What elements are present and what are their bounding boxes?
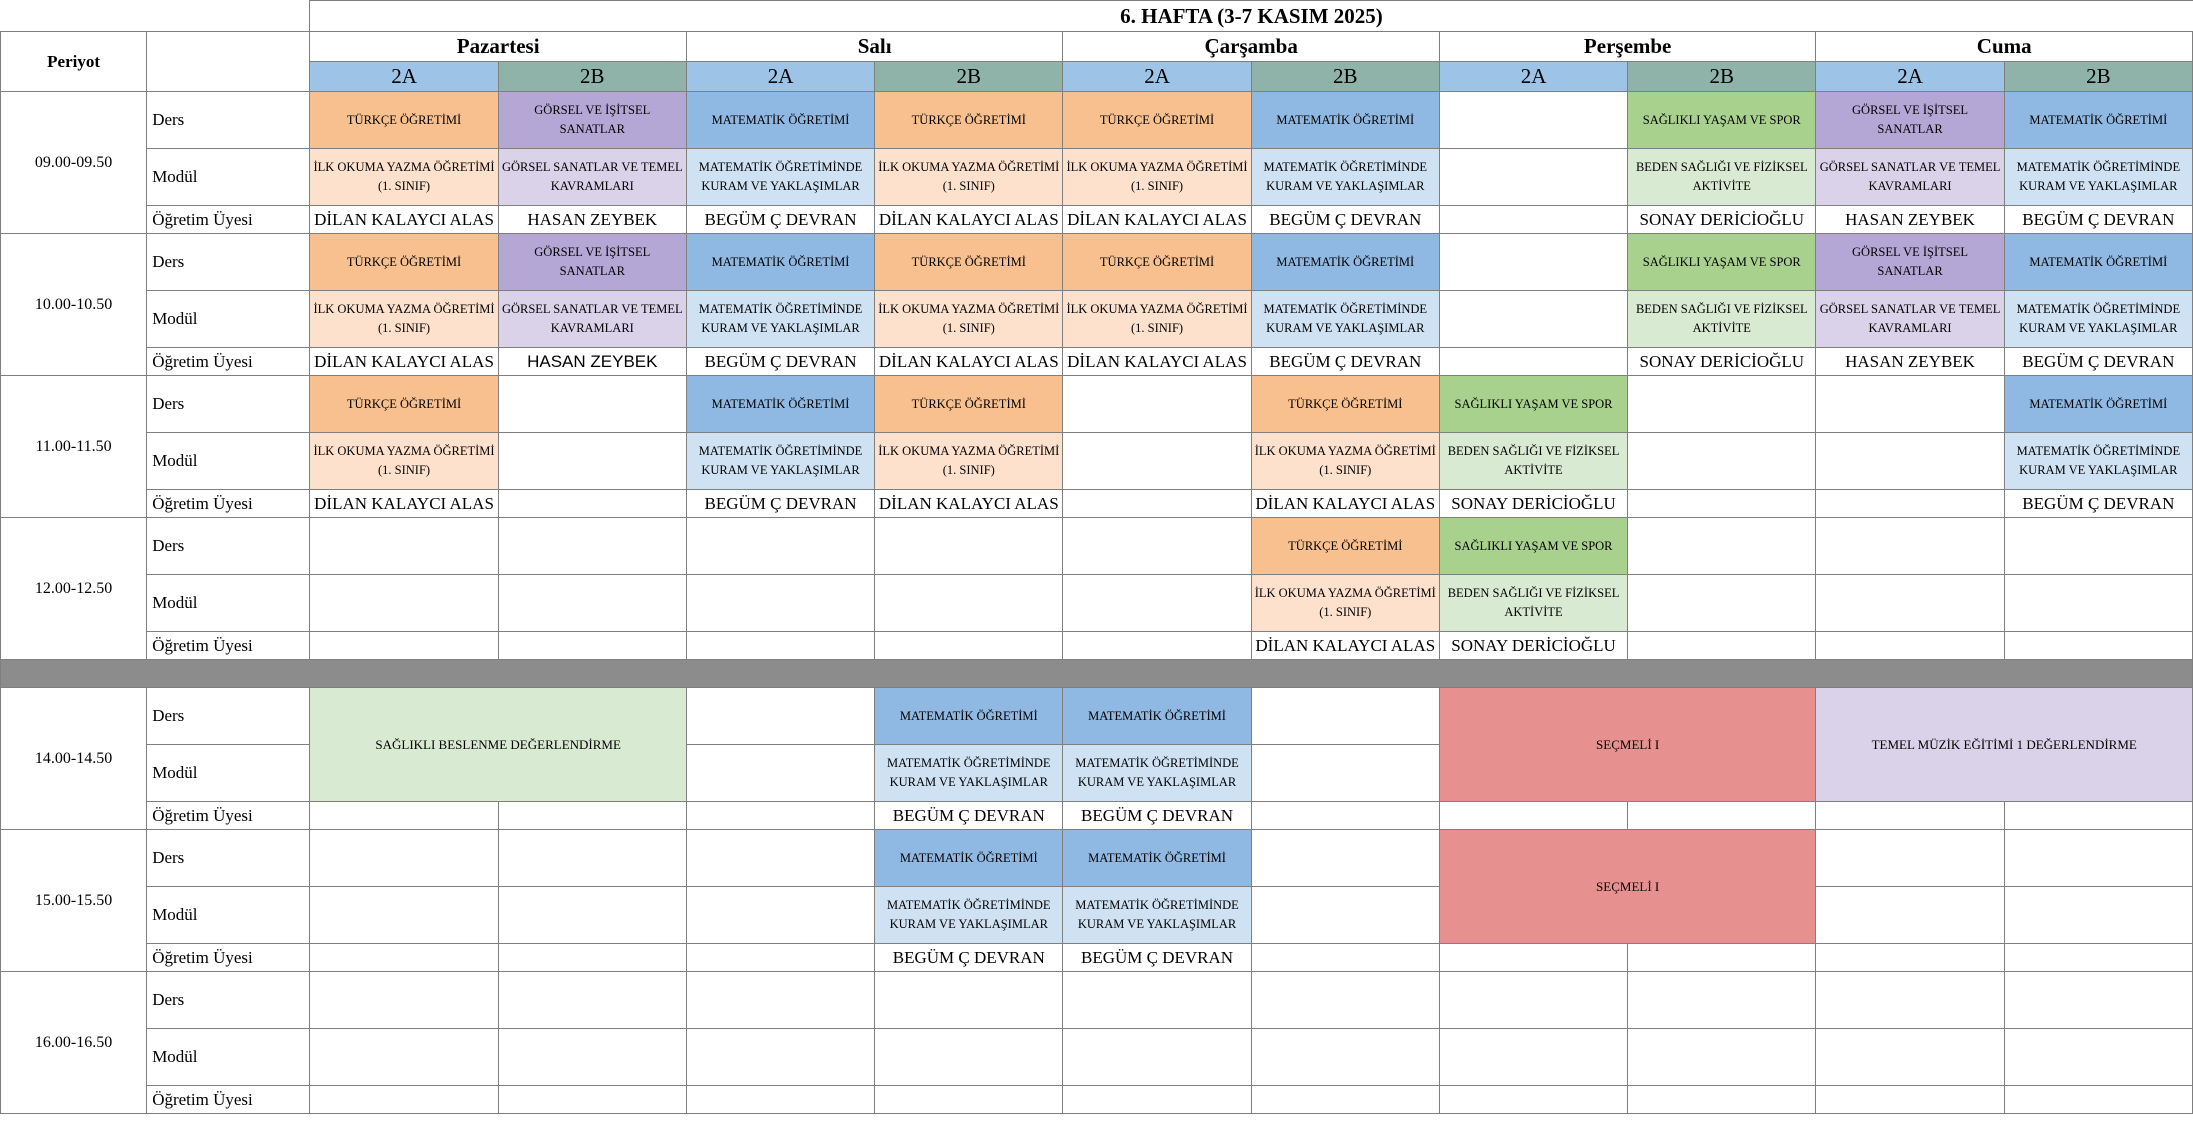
- row-label-ders: Ders: [147, 688, 310, 745]
- module-cell: İLK OKUMA YAZMA ÖĞRETİMİ (1. SINIF): [1063, 291, 1251, 348]
- secmeli-cell: SEÇMELİ I: [1439, 688, 1816, 802]
- empty-cell: [686, 518, 874, 575]
- empty-cell: [875, 518, 1063, 575]
- empty-cell: [2004, 887, 2192, 944]
- empty-cell: [1816, 575, 2004, 632]
- teacher-cell: HASAN ZEYBEK: [498, 348, 686, 376]
- module-cell: MATEMATİK ÖĞRETİMİNDE KURAM VE YAKLAŞIMLAR: [1251, 291, 1439, 348]
- empty-cell: [2004, 632, 2192, 660]
- empty-cell: [686, 887, 874, 944]
- beslenme-evaluation-cell: SAĞLIKLI BESLENME DEĞERLENDİRME: [310, 688, 687, 802]
- group-2b: 2B: [875, 62, 1063, 92]
- teacher-cell: DİLAN KALAYCI ALAS: [310, 206, 498, 234]
- row-label-modul: Modül: [147, 433, 310, 490]
- empty-cell: [310, 887, 498, 944]
- teacher-cell: DİLAN KALAYCI ALAS: [1251, 632, 1439, 660]
- empty-cell: [686, 575, 874, 632]
- course-cell: SAĞLIKLI YAŞAM VE SPOR: [1628, 92, 1816, 149]
- row-label-hoca: Öğretim Üyesi: [147, 348, 310, 376]
- course-cell: MATEMATİK ÖĞRETİMİ: [1063, 688, 1251, 745]
- module-cell: İLK OKUMA YAZMA ÖĞRETİMİ (1. SINIF): [1063, 149, 1251, 206]
- module-cell: İLK OKUMA YAZMA ÖĞRETİMİ (1. SINIF): [310, 291, 498, 348]
- empty-cell: [875, 972, 1063, 1029]
- course-cell: TÜRKÇE ÖĞRETİMİ: [1251, 376, 1439, 433]
- empty-cell: [1251, 944, 1439, 972]
- title-spacer: [1, 1, 310, 32]
- module-cell: MATEMATİK ÖĞRETİMİNDE KURAM VE YAKLAŞIMLAR: [1063, 745, 1251, 802]
- group-2a: 2A: [1816, 62, 2004, 92]
- empty-cell: [1816, 376, 2004, 433]
- teacher-cell: BEGÜM Ç DEVRAN: [2004, 348, 2192, 376]
- empty-cell: [1816, 830, 2004, 887]
- empty-cell: [686, 972, 874, 1029]
- module-cell: MATEMATİK ÖĞRETİMİNDE KURAM VE YAKLAŞIMLAR: [686, 149, 874, 206]
- empty-cell: [1628, 575, 1816, 632]
- empty-cell: [498, 575, 686, 632]
- empty-cell: [686, 632, 874, 660]
- empty-cell: [1251, 802, 1439, 830]
- empty-cell: [498, 802, 686, 830]
- course-cell: MATEMATİK ÖĞRETİMİ: [2004, 92, 2192, 149]
- period-label: 12.00-12.50: [1, 518, 147, 660]
- row-label-hoca: Öğretim Üyesi: [147, 944, 310, 972]
- module-cell: İLK OKUMA YAZMA ÖĞRETİMİ (1. SINIF): [875, 149, 1063, 206]
- teacher-cell: BEGÜM Ç DEVRAN: [875, 944, 1063, 972]
- module-cell: MATEMATİK ÖĞRETİMİNDE KURAM VE YAKLAŞIMLAR: [875, 745, 1063, 802]
- group-2b: 2B: [1628, 62, 1816, 92]
- row-label-ders: Ders: [147, 234, 310, 291]
- module-cell: GÖRSEL SANATLAR VE TEMEL KAVRAMLARI: [498, 149, 686, 206]
- course-cell: MATEMATİK ÖĞRETİMİ: [686, 376, 874, 433]
- course-cell: TÜRKÇE ÖĞRETİMİ: [1063, 92, 1251, 149]
- empty-cell: [1439, 802, 1627, 830]
- empty-cell: [2004, 575, 2192, 632]
- empty-cell: [1063, 433, 1251, 490]
- empty-cell: [310, 944, 498, 972]
- empty-cell: [2004, 944, 2192, 972]
- teacher-cell: DİLAN KALAYCI ALAS: [1063, 348, 1251, 376]
- course-cell: TÜRKÇE ÖĞRETİMİ: [310, 92, 498, 149]
- empty-cell: [1251, 745, 1439, 802]
- empty-cell: [2004, 518, 2192, 575]
- empty-cell: [2004, 1029, 2192, 1086]
- module-cell: İLK OKUMA YAZMA ÖĞRETİMİ (1. SINIF): [1251, 433, 1439, 490]
- module-cell: MATEMATİK ÖĞRETİMİNDE KURAM VE YAKLAŞIMLAR: [1063, 887, 1251, 944]
- empty-cell: [2004, 802, 2192, 830]
- empty-cell: [2004, 972, 2192, 1029]
- empty-cell: [686, 1086, 874, 1114]
- row-label-modul: Modül: [147, 575, 310, 632]
- row-label-ders: Ders: [147, 518, 310, 575]
- row-label-modul: Modül: [147, 291, 310, 348]
- empty-cell: [1251, 1029, 1439, 1086]
- module-cell: İLK OKUMA YAZMA ÖĞRETİMİ (1. SINIF): [875, 291, 1063, 348]
- module-cell: BEDEN SAĞLIĞI VE FİZİKSEL AKTİVİTE: [1628, 149, 1816, 206]
- empty-cell: [310, 1029, 498, 1086]
- course-cell: MATEMATİK ÖĞRETİMİ: [1251, 92, 1439, 149]
- empty-cell: [498, 490, 686, 518]
- empty-cell: [1439, 92, 1627, 149]
- row-label-ders: Ders: [147, 830, 310, 887]
- module-cell: BEDEN SAĞLIĞI VE FİZİKSEL AKTİVİTE: [1439, 575, 1627, 632]
- empty-cell: [686, 688, 874, 745]
- schedule-title: 6. HAFTA (3-7 KASIM 2025): [310, 1, 2193, 32]
- empty-cell: [1063, 972, 1251, 1029]
- teacher-cell: BEGÜM Ç DEVRAN: [2004, 490, 2192, 518]
- module-cell: MATEMATİK ÖĞRETİMİNDE KURAM VE YAKLAŞIMLAR: [875, 887, 1063, 944]
- module-cell: MATEMATİK ÖĞRETİMİNDE KURAM VE YAKLAŞIMLAR: [686, 433, 874, 490]
- module-cell: BEDEN SAĞLIĞI VE FİZİKSEL AKTİVİTE: [1439, 433, 1627, 490]
- empty-cell: [498, 830, 686, 887]
- empty-cell: [2004, 1086, 2192, 1114]
- empty-cell: [498, 1086, 686, 1114]
- course-cell: MATEMATİK ÖĞRETİMİ: [2004, 376, 2192, 433]
- teacher-cell: DİLAN KALAYCI ALAS: [875, 348, 1063, 376]
- empty-cell: [1628, 944, 1816, 972]
- course-cell: SAĞLIKLI YAŞAM VE SPOR: [1439, 518, 1627, 575]
- teacher-cell: BEGÜM Ç DEVRAN: [1251, 348, 1439, 376]
- secmeli-cell: SEÇMELİ I: [1439, 830, 1816, 944]
- module-cell: İLK OKUMA YAZMA ÖĞRETİMİ (1. SINIF): [310, 433, 498, 490]
- module-cell: İLK OKUMA YAZMA ÖĞRETİMİ (1. SINIF): [875, 433, 1063, 490]
- empty-cell: [1816, 1029, 2004, 1086]
- course-cell: TÜRKÇE ÖĞRETİMİ: [875, 234, 1063, 291]
- empty-cell: [1816, 632, 2004, 660]
- period-label: 11.00-11.50: [1, 376, 147, 518]
- empty-cell: [310, 830, 498, 887]
- empty-cell: [310, 518, 498, 575]
- module-cell: GÖRSEL SANATLAR VE TEMEL KAVRAMLARI: [1816, 149, 2004, 206]
- periyot-header: Periyot: [1, 32, 147, 92]
- empty-cell: [1628, 972, 1816, 1029]
- empty-cell: [1439, 149, 1627, 206]
- row-label-hoca: Öğretim Üyesi: [147, 802, 310, 830]
- course-cell: GÖRSEL VE İŞİTSEL SANATLAR: [1816, 92, 2004, 149]
- empty-cell: [1628, 802, 1816, 830]
- empty-cell: [1628, 518, 1816, 575]
- empty-cell: [310, 802, 498, 830]
- module-cell: GÖRSEL SANATLAR VE TEMEL KAVRAMLARI: [498, 291, 686, 348]
- empty-cell: [1628, 1086, 1816, 1114]
- module-cell: MATEMATİK ÖĞRETİMİNDE KURAM VE YAKLAŞIMLAR: [2004, 291, 2192, 348]
- period-label: 16.00-16.50: [1, 972, 147, 1114]
- module-cell: MATEMATİK ÖĞRETİMİNDE KURAM VE YAKLAŞIMLAR: [2004, 149, 2192, 206]
- teacher-cell: BEGÜM Ç DEVRAN: [686, 490, 874, 518]
- teacher-cell: BEGÜM Ç DEVRAN: [1063, 802, 1251, 830]
- course-cell: MATEMATİK ÖĞRETİMİ: [686, 92, 874, 149]
- group-2a: 2A: [1063, 62, 1251, 92]
- muzik-evaluation-cell: TEMEL MÜZİK EĞİTİMİ 1 DEĞERLENDİRME: [1816, 688, 2193, 802]
- teacher-cell: BEGÜM Ç DEVRAN: [686, 206, 874, 234]
- empty-cell: [1251, 1086, 1439, 1114]
- row-label-modul: Modül: [147, 887, 310, 944]
- empty-cell: [1251, 830, 1439, 887]
- teacher-cell: DİLAN KALAYCI ALAS: [310, 348, 498, 376]
- empty-cell: [1816, 490, 2004, 518]
- empty-cell: [1063, 376, 1251, 433]
- empty-cell: [1063, 1029, 1251, 1086]
- empty-cell: [310, 632, 498, 660]
- module-cell: MATEMATİK ÖĞRETİMİNDE KURAM VE YAKLAŞIMLAR: [686, 291, 874, 348]
- group-2a: 2A: [310, 62, 498, 92]
- teacher-cell: HASAN ZEYBEK: [1816, 206, 2004, 234]
- empty-cell: [2004, 830, 2192, 887]
- empty-cell: [1628, 490, 1816, 518]
- empty-cell: [310, 575, 498, 632]
- module-cell: BEDEN SAĞLIĞI VE FİZİKSEL AKTİVİTE: [1628, 291, 1816, 348]
- empty-cell: [310, 972, 498, 1029]
- empty-cell: [686, 830, 874, 887]
- row-label-hoca: Öğretim Üyesi: [147, 1086, 310, 1114]
- empty-cell: [875, 1029, 1063, 1086]
- empty-cell: [498, 518, 686, 575]
- row-label-modul: Modül: [147, 149, 310, 206]
- course-cell: TÜRKÇE ÖĞRETİMİ: [1251, 518, 1439, 575]
- empty-cell: [1628, 433, 1816, 490]
- row-label-ders: Ders: [147, 92, 310, 149]
- empty-cell: [1439, 234, 1627, 291]
- empty-cell: [1816, 972, 2004, 1029]
- empty-cell: [1063, 518, 1251, 575]
- empty-cell: [1816, 1086, 2004, 1114]
- empty-cell: [1816, 802, 2004, 830]
- teacher-cell: DİLAN KALAYCI ALAS: [1251, 490, 1439, 518]
- empty-cell: [498, 944, 686, 972]
- empty-cell: [686, 802, 874, 830]
- empty-cell: [1439, 944, 1627, 972]
- row-label-ders: Ders: [147, 972, 310, 1029]
- course-cell: TÜRKÇE ÖĞRETİMİ: [310, 234, 498, 291]
- course-cell: MATEMATİK ÖĞRETİMİ: [686, 234, 874, 291]
- empty-cell: [1439, 972, 1627, 1029]
- course-cell: TÜRKÇE ÖĞRETİMİ: [310, 376, 498, 433]
- row-label-hoca: Öğretim Üyesi: [147, 632, 310, 660]
- empty-cell: [1816, 433, 2004, 490]
- empty-cell: [498, 433, 686, 490]
- teacher-cell: BEGÜM Ç DEVRAN: [686, 348, 874, 376]
- course-cell: MATEMATİK ÖĞRETİMİ: [1063, 830, 1251, 887]
- empty-cell: [310, 1086, 498, 1114]
- module-cell: GÖRSEL SANATLAR VE TEMEL KAVRAMLARI: [1816, 291, 2004, 348]
- empty-cell: [1439, 1086, 1627, 1114]
- course-cell: SAĞLIKLI YAŞAM VE SPOR: [1628, 234, 1816, 291]
- teacher-cell: BEGÜM Ç DEVRAN: [875, 802, 1063, 830]
- teacher-cell: HASAN ZEYBEK: [498, 206, 686, 234]
- empty-cell: [498, 1029, 686, 1086]
- course-cell: MATEMATİK ÖĞRETİMİ: [875, 688, 1063, 745]
- row-label-modul: Modül: [147, 1029, 310, 1086]
- empty-cell: [1063, 1086, 1251, 1114]
- teacher-cell: SONAY DERİCİOĞLU: [1628, 348, 1816, 376]
- empty-cell: [1439, 1029, 1627, 1086]
- course-cell: GÖRSEL VE İŞİTSEL SANATLAR: [1816, 234, 2004, 291]
- course-cell: MATEMATİK ÖĞRETİMİ: [1251, 234, 1439, 291]
- row-label-hoca: Öğretim Üyesi: [147, 490, 310, 518]
- empty-cell: [1439, 291, 1627, 348]
- group-2b: 2B: [1251, 62, 1439, 92]
- empty-cell: [1251, 972, 1439, 1029]
- empty-cell: [875, 632, 1063, 660]
- empty-cell: [498, 632, 686, 660]
- row-label-modul: Modül: [147, 745, 310, 802]
- teacher-cell: BEGÜM Ç DEVRAN: [2004, 206, 2192, 234]
- empty-cell: [1439, 348, 1627, 376]
- empty-cell: [1816, 887, 2004, 944]
- empty-cell: [686, 944, 874, 972]
- lunch-break-row: [1, 660, 2193, 688]
- teacher-cell: BEGÜM Ç DEVRAN: [1251, 206, 1439, 234]
- teacher-cell: DİLAN KALAYCI ALAS: [310, 490, 498, 518]
- teacher-cell: SONAY DERİCİOĞLU: [1439, 490, 1627, 518]
- module-cell: İLK OKUMA YAZMA ÖĞRETİMİ (1. SINIF): [1251, 575, 1439, 632]
- row-label-ders: Ders: [147, 376, 310, 433]
- teacher-cell: DİLAN KALAYCI ALAS: [875, 206, 1063, 234]
- empty-cell: [1439, 206, 1627, 234]
- day-pazartesi: Pazartesi: [310, 32, 687, 62]
- empty-cell: [875, 575, 1063, 632]
- teacher-cell: HASAN ZEYBEK: [1816, 348, 2004, 376]
- row-label-header: [147, 32, 310, 92]
- module-cell: İLK OKUMA YAZMA ÖĞRETİMİ (1. SINIF): [310, 149, 498, 206]
- empty-cell: [1628, 376, 1816, 433]
- day-cuma: Cuma: [1816, 32, 2193, 62]
- day-carsamba: Çarşamba: [1063, 32, 1440, 62]
- course-cell: MATEMATİK ÖĞRETİMİ: [875, 830, 1063, 887]
- period-label: 14.00-14.50: [1, 688, 147, 830]
- course-cell: TÜRKÇE ÖĞRETİMİ: [1063, 234, 1251, 291]
- course-cell: GÖRSEL VE İŞİTSEL SANATLAR: [498, 92, 686, 149]
- day-sali: Salı: [686, 32, 1063, 62]
- empty-cell: [875, 1086, 1063, 1114]
- period-label: 15.00-15.50: [1, 830, 147, 972]
- module-cell: MATEMATİK ÖĞRETİMİNDE KURAM VE YAKLAŞIMLAR: [1251, 149, 1439, 206]
- empty-cell: [1628, 632, 1816, 660]
- empty-cell: [498, 887, 686, 944]
- day-persembe: Perşembe: [1439, 32, 1816, 62]
- empty-cell: [1063, 632, 1251, 660]
- empty-cell: [1251, 688, 1439, 745]
- empty-cell: [686, 745, 874, 802]
- group-2a: 2A: [1439, 62, 1627, 92]
- course-cell: TÜRKÇE ÖĞRETİMİ: [875, 92, 1063, 149]
- empty-cell: [686, 1029, 874, 1086]
- row-label-hoca: Öğretim Üyesi: [147, 206, 310, 234]
- teacher-cell: BEGÜM Ç DEVRAN: [1063, 944, 1251, 972]
- empty-cell: [1816, 518, 2004, 575]
- module-cell: MATEMATİK ÖĞRETİMİNDE KURAM VE YAKLAŞIMLAR: [2004, 433, 2192, 490]
- empty-cell: [1251, 887, 1439, 944]
- course-cell: GÖRSEL VE İŞİTSEL SANATLAR: [498, 234, 686, 291]
- group-2a: 2A: [686, 62, 874, 92]
- empty-cell: [498, 376, 686, 433]
- empty-cell: [1063, 490, 1251, 518]
- teacher-cell: SONAY DERİCİOĞLU: [1628, 206, 1816, 234]
- teacher-cell: DİLAN KALAYCI ALAS: [875, 490, 1063, 518]
- course-cell: TÜRKÇE ÖĞRETİMİ: [875, 376, 1063, 433]
- period-label: 10.00-10.50: [1, 234, 147, 376]
- course-cell: MATEMATİK ÖĞRETİMİ: [2004, 234, 2192, 291]
- teacher-cell: SONAY DERİCİOĞLU: [1439, 632, 1627, 660]
- empty-cell: [1628, 1029, 1816, 1086]
- period-label: 09.00-09.50: [1, 92, 147, 234]
- course-cell: SAĞLIKLI YAŞAM VE SPOR: [1439, 376, 1627, 433]
- group-2b: 2B: [2004, 62, 2192, 92]
- teacher-cell: DİLAN KALAYCI ALAS: [1063, 206, 1251, 234]
- empty-cell: [498, 972, 686, 1029]
- group-2b: 2B: [498, 62, 686, 92]
- empty-cell: [1063, 575, 1251, 632]
- empty-cell: [1816, 944, 2004, 972]
